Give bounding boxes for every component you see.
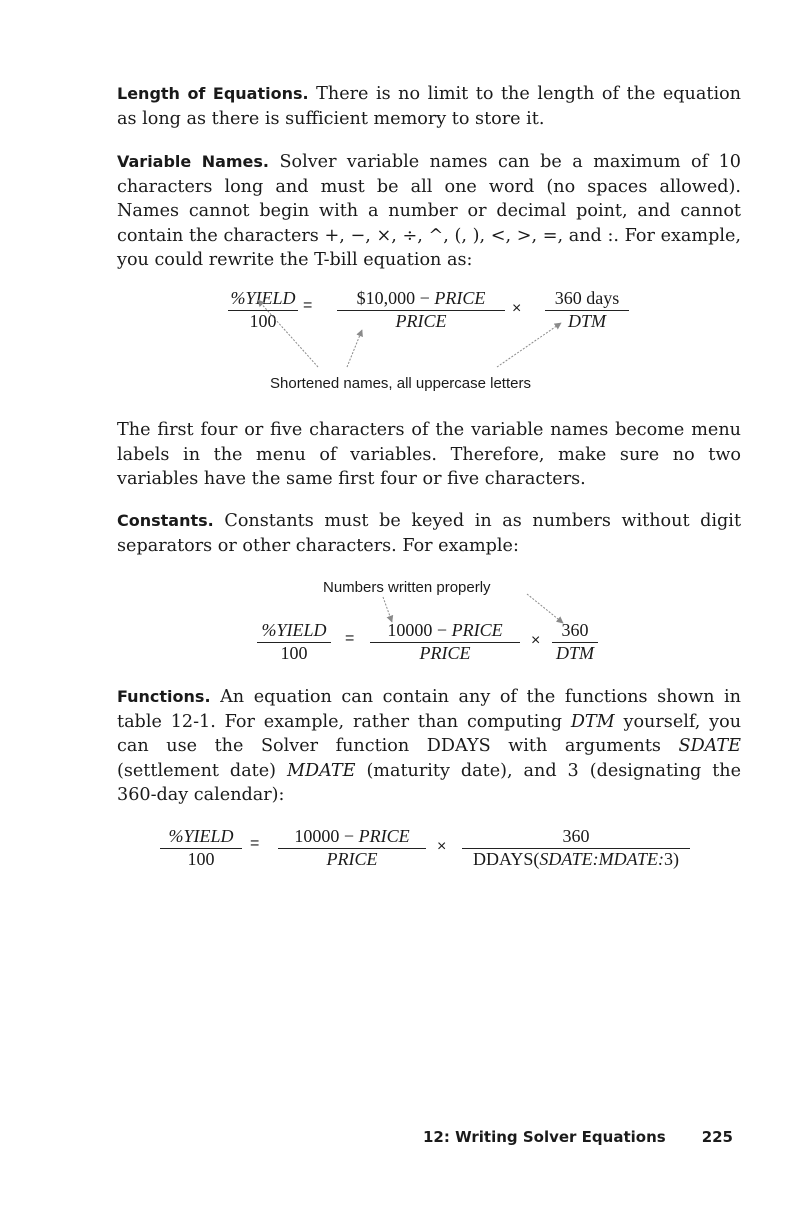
eq1-lhs-num: %YIELD (228, 288, 298, 311)
page-footer (423, 1128, 733, 1146)
constants-text: Constants must be keyed in as numbers without digit separators or other characters. For example: (117, 511, 742, 556)
functions-mdate: MDATE (287, 760, 356, 781)
eq2-mid-den: PRICE (419, 643, 471, 663)
eq1-mid-num-a: $10,000 − (356, 288, 435, 308)
eq2-rhs-den: DTM (555, 643, 594, 663)
functions-dtm: DTM (570, 711, 615, 732)
arrow-to-dtm (497, 323, 561, 367)
functions-text-b: yourself, you can use the Solver function DDAYS with arguments (117, 711, 742, 756)
functions-text-c: (settlement date) (117, 760, 277, 781)
eq3-lhs-num: %YIELD (160, 826, 242, 849)
variable-names-text: Solver variable names can be a maximum of 10 characters long and must be all one word (no spaces allowed). Names cannot begin with a number or decimal point, and cannot contain the characters +, −, ×, ÷, ^, (, ), <, >, =, and :. For example, you could rewrite the T-bill equation as: (117, 152, 741, 270)
eq1-lhs-den: 100 (249, 311, 277, 331)
menu-labels-text: The first four or five characters of the variable names become menu labels in the menu of variables. Therefore, make sure no two variables have the same first four or five characters. (117, 420, 741, 489)
eq3-mid-num-a: 10000 − (294, 826, 359, 846)
eq3-rhs-den-b: SDATE:MDATE: (539, 849, 664, 869)
eq3-lhs-den: 100 (187, 849, 215, 869)
functions-text-d: (maturity date), and 3 (designating the 360-day calendar): (117, 760, 742, 805)
arrow-to-price (347, 330, 362, 367)
eq3-mid-num-b: PRICE (358, 826, 410, 846)
eq1-mid-den: PRICE (395, 311, 447, 331)
eq3-rhs-num: 360 (462, 826, 690, 849)
arrow-to-yield (258, 300, 318, 367)
variable-names-heading: Variable Names. (117, 152, 269, 171)
eq2-rhs-num: 360 (552, 620, 598, 643)
eq2-times: × (531, 632, 541, 649)
eq2-equals: = (345, 630, 355, 647)
arrow-to-360 (527, 594, 563, 623)
eq1-times: × (512, 300, 522, 317)
page-number: 225 (701, 1128, 733, 1146)
eq1-rhs-den: DTM (567, 311, 606, 331)
eq2-lhs-num: %YIELD (257, 620, 331, 643)
eq1-rhs-num: 360 days (545, 288, 629, 311)
eq2-lhs-den: 100 (280, 643, 308, 663)
footer-chapter: 12: Writing Solver Equations (422, 1128, 666, 1146)
arrow-to-10000 (383, 597, 392, 622)
eq3-equals: = (250, 835, 260, 852)
eq1-caption: Shortened names, all uppercase letters (270, 375, 531, 392)
eq2-caption: Numbers written properly (323, 579, 491, 596)
functions-sdate: SDATE (678, 736, 741, 756)
constants-heading: Constants. (117, 511, 214, 530)
length-text: There is no limit to the length of the equation as long as there is sufficient memory to store it. (117, 84, 742, 129)
functions-text-a: An equation can contain any of the functions shown in table 12-1. For example, rather than computing (117, 687, 742, 732)
eq1-mid-num-b: PRICE (434, 288, 486, 308)
eq3-rhs-den-a: DDAYS( (472, 849, 540, 869)
length-heading: Length of Equations. (117, 84, 309, 103)
eq3-rhs-den-c: 3) (664, 849, 679, 869)
eq3-mid-den: PRICE (326, 849, 378, 869)
eq2-mid-num-b: PRICE (451, 620, 503, 640)
eq3-times: × (437, 838, 447, 855)
functions-heading: Functions. (117, 687, 211, 706)
eq2-mid-num-a: 10000 − (387, 620, 452, 640)
eq1-equals: = (303, 297, 313, 314)
